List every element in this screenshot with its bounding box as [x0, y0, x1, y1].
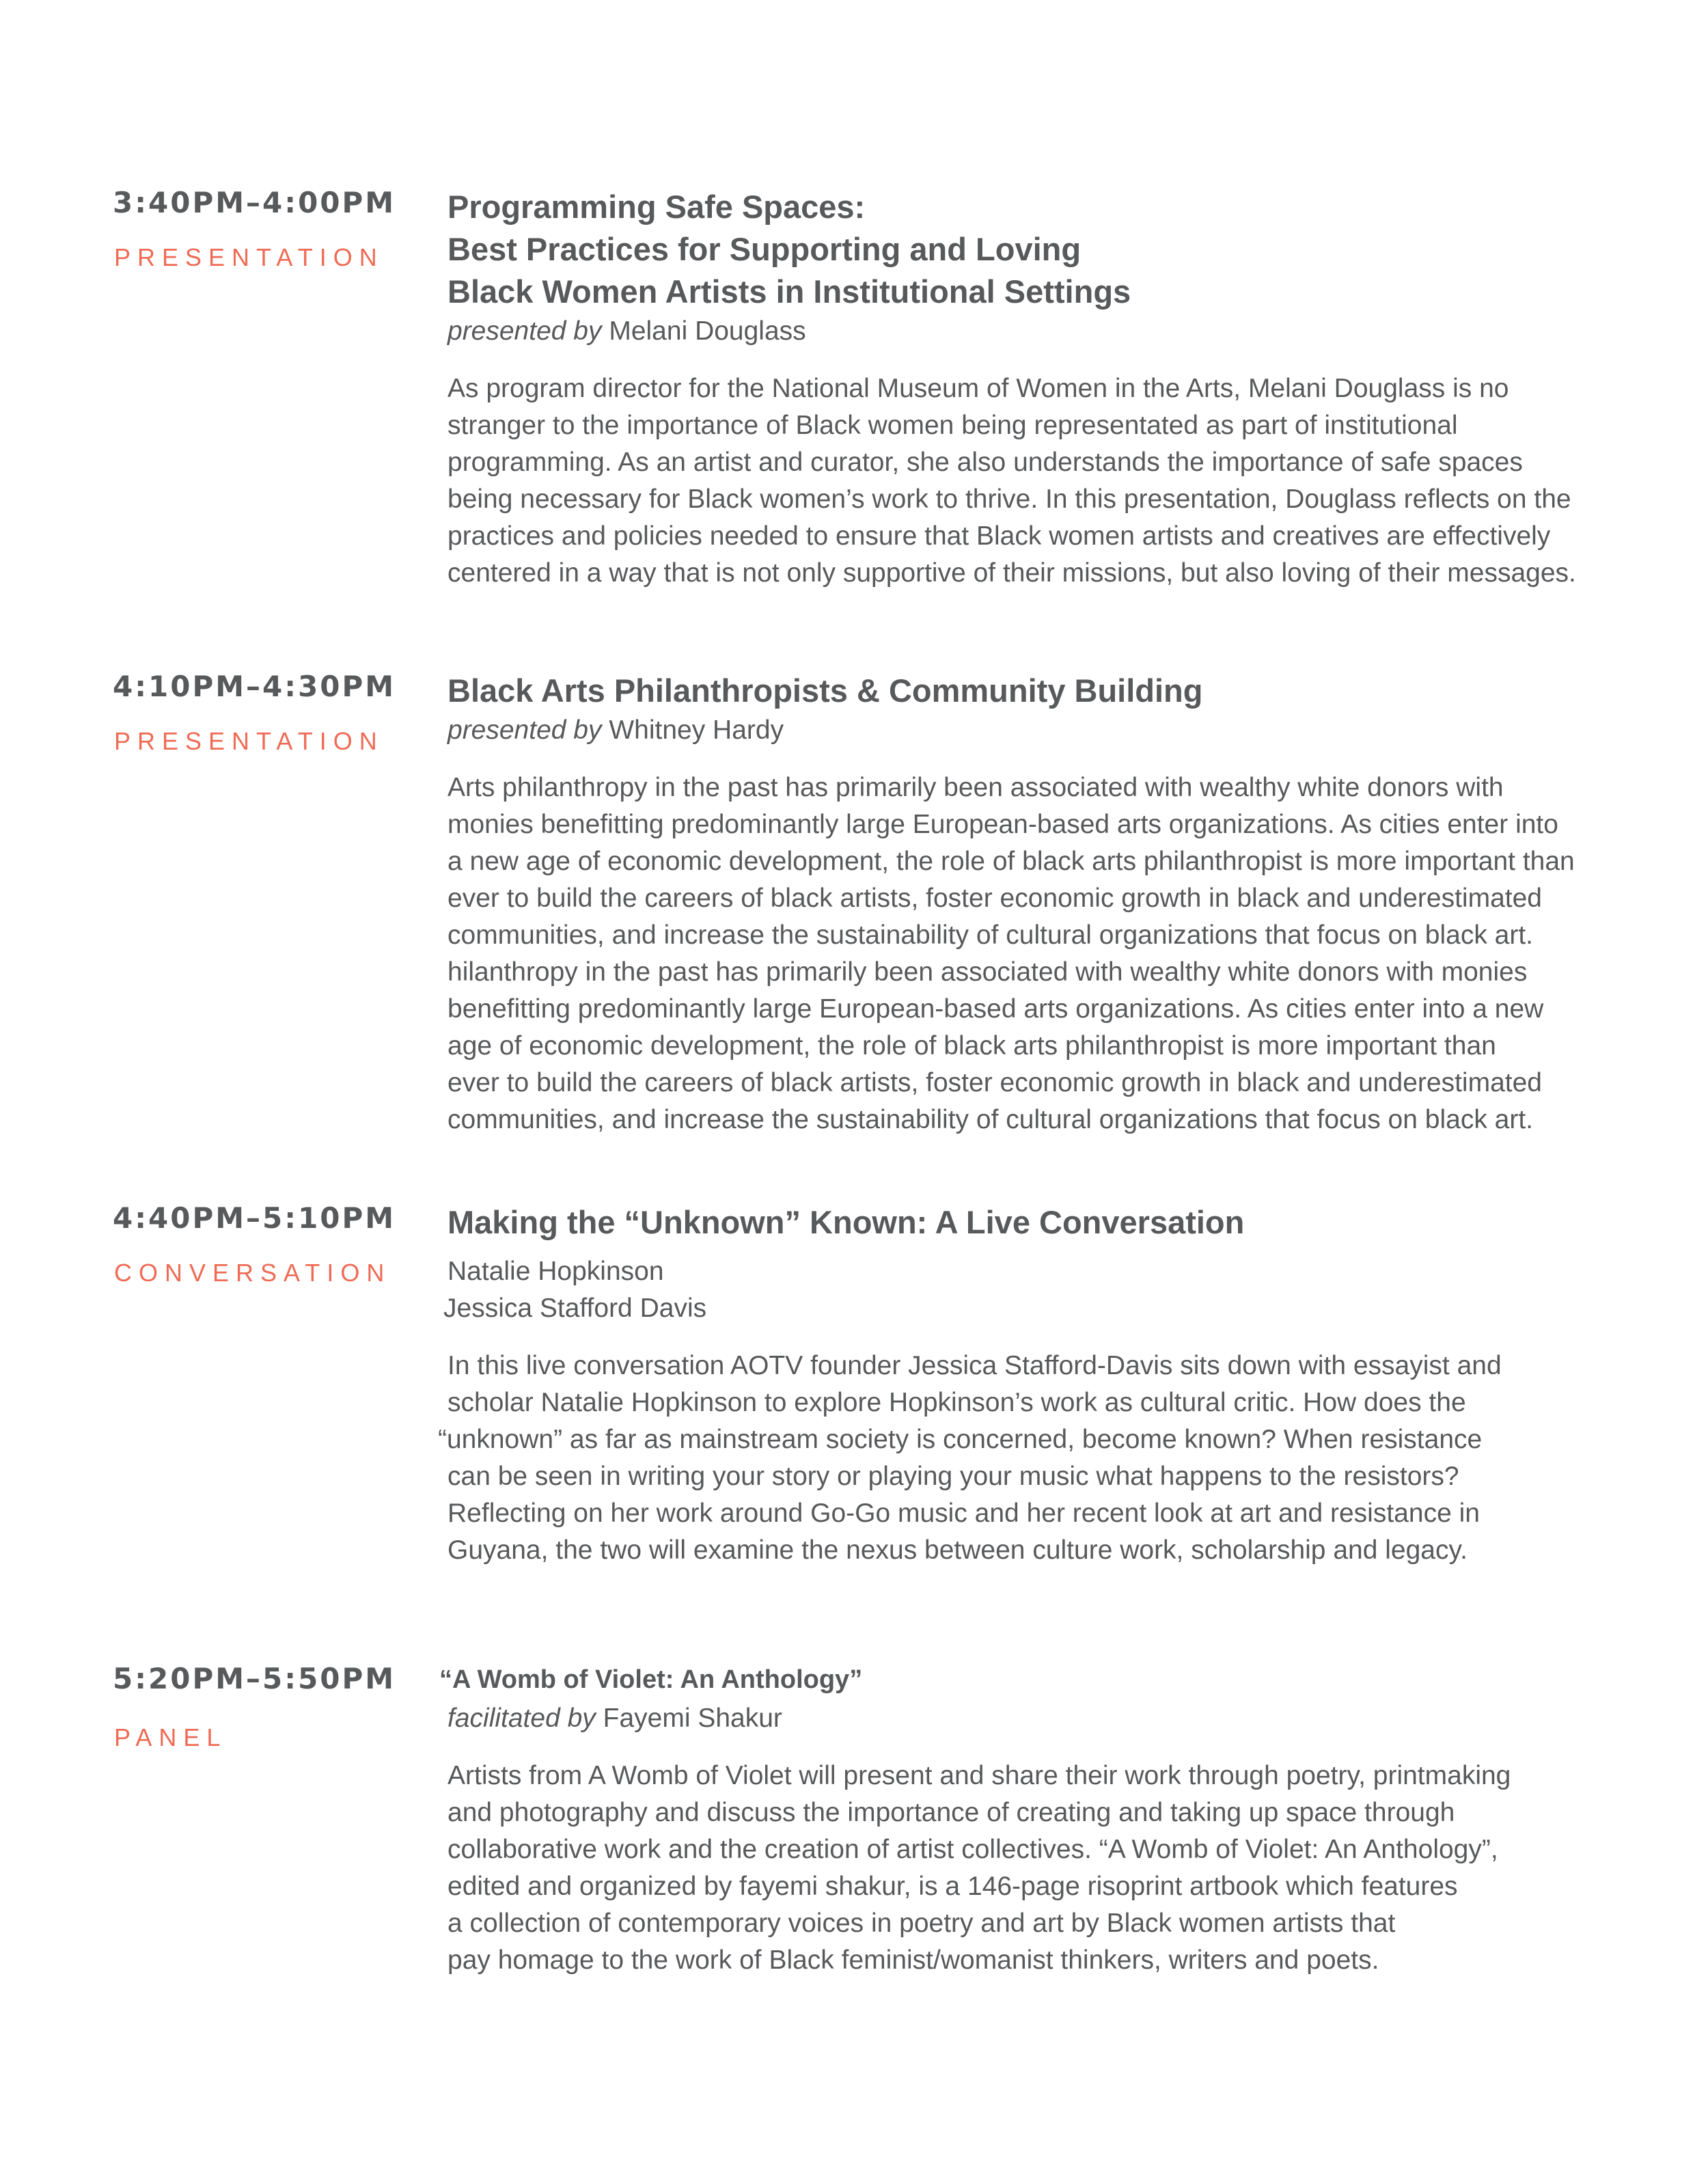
session-description: [438, 1348, 1650, 1569]
description-line: benefitting predominantly large European-based arts organizations. As cities enter into a new: [447, 994, 1544, 1024]
description-line: Arts philanthropy in the past has primarily been associated with wealthy white donors with: [447, 773, 1504, 802]
title-line: Black Women Artists in Institutional Settings: [447, 273, 1131, 310]
session-content: [447, 670, 1650, 1138]
description-line: edited and organized by fayemi shakur, is a 146-page risoprint artbook which features: [447, 1872, 1458, 1901]
byline-prefix: facilitated by: [447, 1704, 596, 1733]
presenter-name: Melani Douglass: [609, 316, 806, 346]
description-line: In this live conversation AOTV founder Jessica Stafford-Davis sits down with essayist and: [447, 1351, 1502, 1380]
description-line: communities, and increase the sustainability of cultural organizations that focus on black art.: [447, 920, 1534, 950]
session-description: [447, 370, 1650, 592]
description-line: programming. As an artist and curator, she also understands the importance of safe spaces: [447, 448, 1523, 477]
session-type: PRESENTATION: [114, 727, 384, 755]
description-line: Guyana, the two will examine the nexus between culture work, scholarship and legacy.: [447, 1535, 1468, 1565]
description-line: a new age of economic development, the role of black arts philanthropist is more important than: [447, 847, 1575, 876]
description-line: stranger to the importance of Black women being representated as part of institutional: [447, 411, 1458, 440]
session-type: CONVERSATION: [114, 1259, 391, 1287]
description-line: ever to build the careers of black artists, foster economic growth in black and underestimated: [447, 1068, 1542, 1097]
session-time: 4:40PM–5:10PM: [113, 1201, 396, 1235]
participant-name: Natalie Hopkinson: [447, 1257, 664, 1286]
description-line: scholar Natalie Hopkinson to explore Hopkinson’s work as cultural critic. How does the: [447, 1388, 1466, 1417]
participant-names: [443, 1253, 1650, 1327]
description-line: pay homage to the work of Black feminist/womanist thinkers, writers and poets.: [447, 1945, 1379, 1975]
session-byline: [447, 712, 1650, 749]
description-line: collaborative work and the creation of artist collectives. “A Womb of Violet: An Anthology”,: [447, 1835, 1498, 1864]
description-line: hilanthropy in the past has primarily been associated with wealthy white donors with monies: [447, 957, 1528, 987]
title-line: Making the “Unknown” Known: A Live Conversation: [447, 1204, 1245, 1240]
description-line: Reflecting on her work around Go-Go music and her recent look at art and resistance in: [447, 1499, 1480, 1528]
session-title: [439, 1662, 1650, 1697]
session-title: [447, 1201, 1650, 1244]
session-type: PANEL: [114, 1723, 228, 1751]
title-line: Best Practices for Supporting and Loving: [447, 231, 1082, 267]
session-byline: [447, 313, 1650, 350]
description-line: practices and policies needed to ensure that Black women artists and creatives are effectively: [447, 521, 1551, 551]
presenter-name: Fayemi Shakur: [603, 1704, 782, 1733]
session-time: 4:10PM–4:30PM: [113, 670, 396, 703]
byline-prefix: presented by: [447, 316, 602, 346]
session-title: [447, 186, 1650, 313]
session-title: [447, 670, 1650, 712]
session-byline: [447, 1700, 1650, 1737]
description-line: monies benefitting predominantly large European-based arts organizations. As cities enter into: [447, 810, 1558, 839]
description-line: a collection of contemporary voices in poetry and art by Black women artists that: [447, 1909, 1396, 1938]
description-line: age of economic development, the role of black arts philanthropist is more important than: [447, 1031, 1496, 1061]
title-line: Programming Safe Spaces:: [447, 189, 866, 225]
description-line: Artists from A Womb of Violet will present and share their work through poetry, printmaking: [447, 1761, 1511, 1790]
presenter-name: Whitney Hardy: [609, 715, 784, 745]
session-description: [447, 769, 1650, 1138]
session-description: [447, 1758, 1650, 1979]
description-line: ever to build the careers of black artists, foster economic growth in black and underestimated: [447, 884, 1542, 913]
session-content: [447, 186, 1650, 592]
title-line: Black Arts Philanthropists & Community Building: [447, 672, 1203, 709]
description-line: communities, and increase the sustainability of cultural organizations that focus on black art.: [447, 1105, 1534, 1134]
session-type: PRESENTATION: [114, 243, 384, 271]
description-line: As program director for the National Museum of Women in the Arts, Melani Douglass is no: [447, 374, 1509, 403]
description-line: and photography and discuss the importance of creating and taking up space through: [447, 1798, 1455, 1827]
description-line: being necessary for Black women’s work to thrive. In this presentation, Douglass reflects on the: [447, 484, 1571, 514]
session-content: [438, 1201, 1650, 1569]
description-line: can be seen in writing your story or playing your music what happens to the resistors?: [447, 1462, 1459, 1491]
description-line: centered in a way that is not only supportive of their missions, but also loving of their messages.: [447, 558, 1576, 588]
title-line: “A Womb of Violet: An Anthology”: [439, 1665, 863, 1694]
byline-prefix: presented by: [447, 715, 602, 745]
participant-name: Jessica Stafford Davis: [443, 1294, 707, 1323]
session-time: 3:40PM–4:00PM: [113, 186, 396, 219]
description-line: “unknown” as far as mainstream society is concerned, become known? When resistance: [438, 1425, 1483, 1454]
session-time: 5:20PM–5:50PM: [113, 1662, 396, 1695]
session-content: [439, 1662, 1650, 1979]
